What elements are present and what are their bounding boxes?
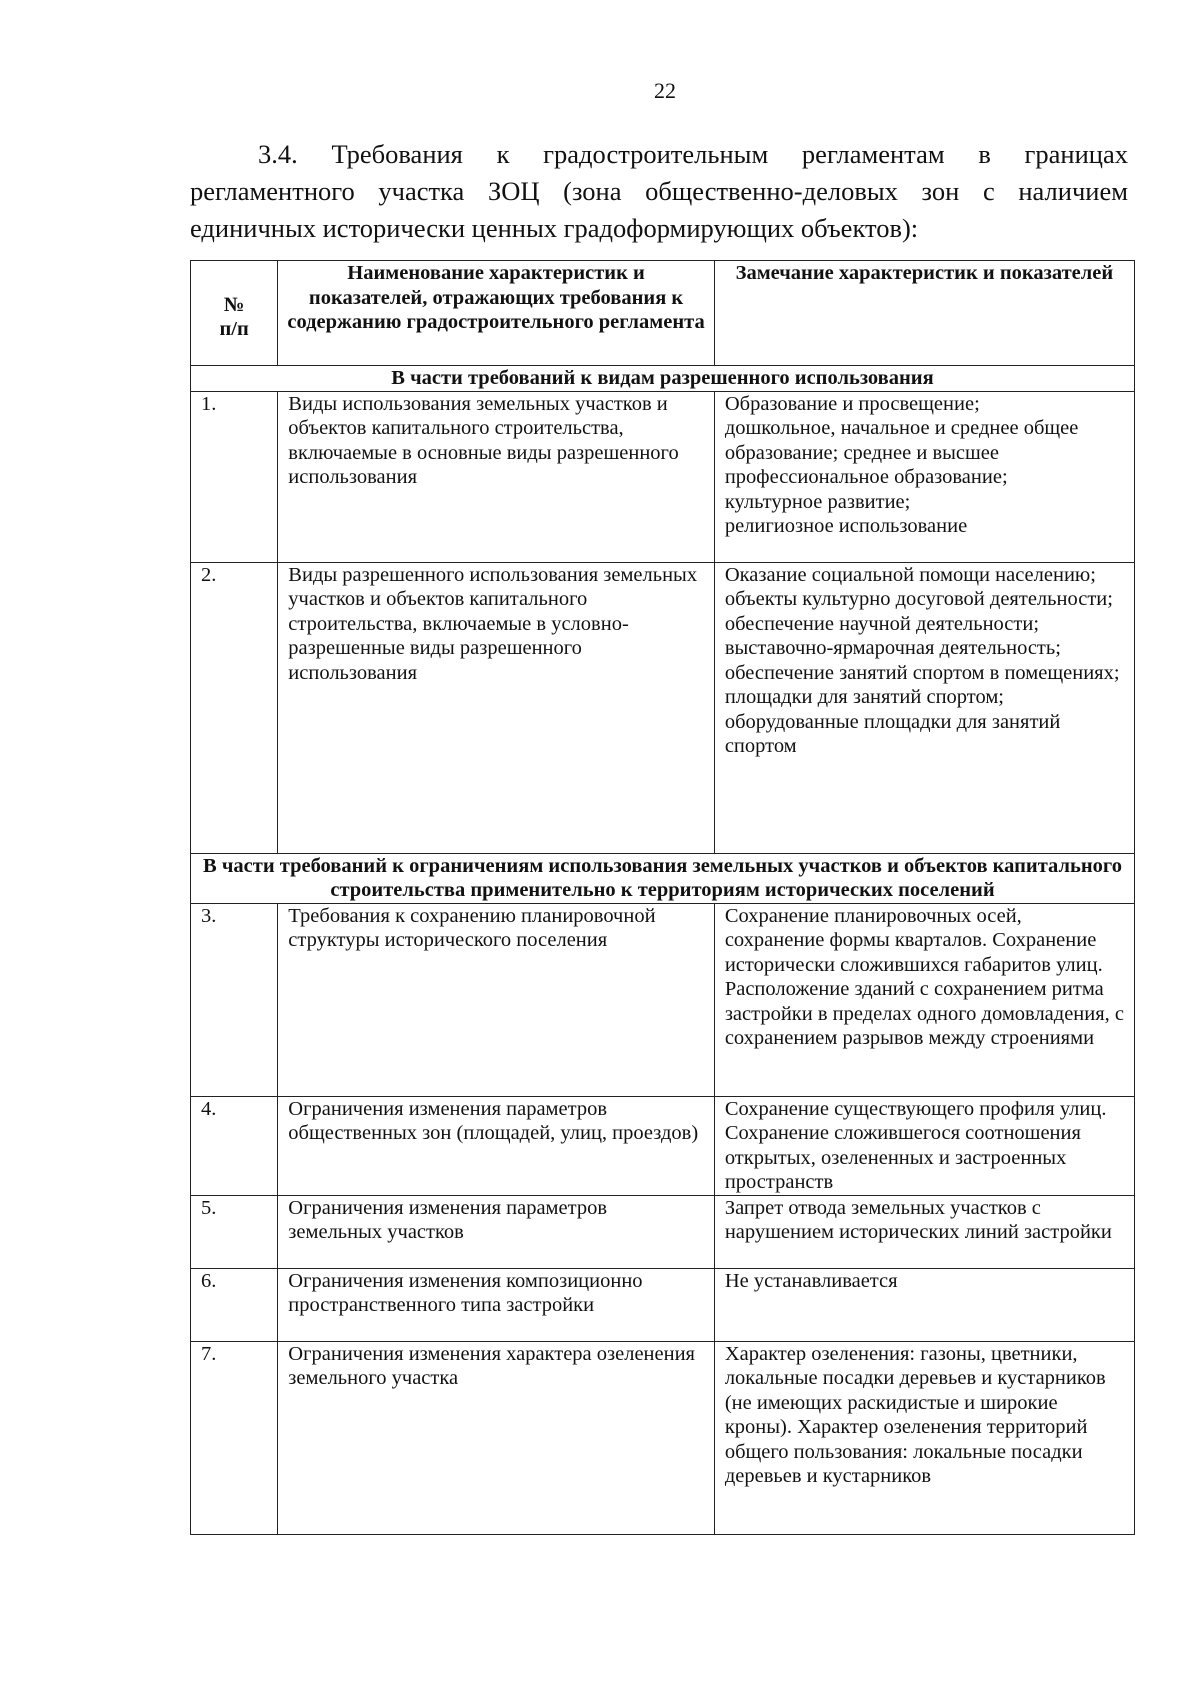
table-row <box>191 562 1135 853</box>
row-number: 2. <box>191 562 278 853</box>
row-name: Ограничения изменения композиционно пространственного типа застройки <box>278 1268 715 1341</box>
row-name: Ограничения изменения характера озеленения земельного участка <box>278 1341 715 1534</box>
row-remark: Запрет отвода земельных участков с нарушением исторических линий застройки <box>714 1195 1134 1268</box>
row-name: Требования к сохранению планировочной структуры исторического поселения <box>278 903 715 1096</box>
row-number: 7. <box>191 1341 278 1534</box>
regulation-table <box>190 260 1135 1535</box>
heading-line-1: 3.4. Требования к градостроительным регламентам в границах <box>258 139 1128 169</box>
row-remark: Сохранение планировочных осей, сохранение формы кварталов. Сохранение исторически сложившихся габаритов улиц. Расположение зданий с сохранением ритма застройки в пределах одного домовладения, с сохранением разрывов между строениями <box>714 903 1134 1096</box>
row-number: 4. <box>191 1096 278 1195</box>
section-title: В части требований к видам разрешенного использования <box>191 366 1135 392</box>
row-remark: Образование и просвещение; дошкольное, начальное и среднее общее образование; среднее и высшее профессиональное образование; культурное развитие; религиозное использование <box>714 391 1134 562</box>
row-remark: Характер озеленения: газоны, цветники, локальные посадки деревьев и кустарников (не имеющих раскидистые и широкие кроны). Характер озеленения территорий общего пользования: локальные посадки деревьев и кустарников <box>714 1341 1134 1534</box>
row-number: 1. <box>191 391 278 562</box>
row-remark: Сохранение существующего профиля улиц. Сохранение сложившегося соотношения открытых, озелененных и застроенных пространств <box>714 1096 1134 1195</box>
table-row <box>191 1096 1135 1195</box>
table-header-row <box>191 261 1135 366</box>
header-remark: Замечание характеристик и показателей <box>714 261 1134 366</box>
header-number: № п/п <box>191 261 278 366</box>
header-name: Наименование характеристик и показателей, отражающих требования к содержанию градостроительного регламента <box>278 261 715 366</box>
table-row <box>191 1268 1135 1341</box>
page-number: 22 <box>654 78 676 103</box>
row-name: Виды разрешенного использования земельных участков и объектов капитального строительства, включаемые в условно-разрешенные виды разрешенного использования <box>278 562 715 853</box>
row-number: 6. <box>191 1268 278 1341</box>
section-row-restrictions <box>191 853 1135 903</box>
table-row <box>191 1341 1135 1534</box>
section-title: В части требований к ограничениям использования земельных участков и объектов капитального строительства применительно к территориям исторических поселений <box>191 853 1135 903</box>
row-number: 5. <box>191 1195 278 1268</box>
row-name: Ограничения изменения параметров общественных зон (площадей, улиц, проездов) <box>278 1096 715 1195</box>
table-row <box>191 391 1135 562</box>
heading-line-2: регламентного участка ЗОЦ (зона общественно-деловых зон с наличием <box>190 176 1128 206</box>
row-name: Виды использования земельных участков и объектов капитального строительства, включаемые в основные виды разрешенного использования <box>278 391 715 562</box>
section-heading <box>190 136 1128 247</box>
row-remark: Не устанавливается <box>714 1268 1134 1341</box>
section-row-permitted-use <box>191 366 1135 392</box>
row-name: Ограничения изменения параметров земельных участков <box>278 1195 715 1268</box>
row-number: 3. <box>191 903 278 1096</box>
table-row <box>191 903 1135 1096</box>
row-remark: Оказание социальной помощи населению; объекты культурно досуговой деятельности; обеспечение научной деятельности; выставочно-ярмарочная деятельность; обеспечение занятий спортом в помещениях; площадки для занятий спортом; оборудованные площадки для занятий спортом <box>714 562 1134 853</box>
heading-line-3: единичных исторически ценных градоформирующих объектов): <box>190 213 919 243</box>
table-row <box>191 1195 1135 1268</box>
